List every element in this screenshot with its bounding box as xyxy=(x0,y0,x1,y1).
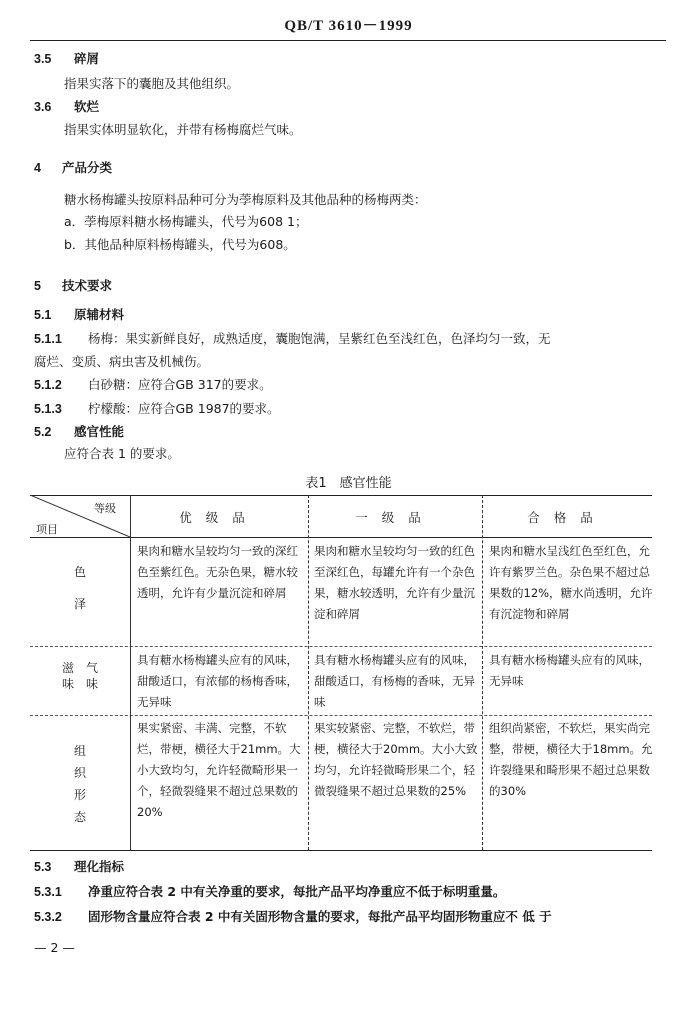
grade-axis-label: 等级 xyxy=(94,502,116,515)
table-bottom-rule xyxy=(30,850,652,851)
table-cell: 果肉和糖水呈较均匀一致的红色至深红色，每罐允许有一个杂色果，糖水较透明，允许有少量沉淀和碎屑 xyxy=(314,544,475,621)
section-title: 技术要求 xyxy=(62,278,113,293)
section-5-1-1-line2: 腐烂、变质、病虫害及机械伤。 xyxy=(34,354,210,369)
table-col-divider xyxy=(482,495,483,850)
section-text: 净重应符合表 2 中有关净重的要求，每批产品平均净重应不低于标明重量。 xyxy=(88,884,506,899)
section-text: 白砂糖：应符合GB 317的要求。 xyxy=(88,377,272,392)
section-text: 柠檬酸：应符合GB 1987的要求。 xyxy=(88,401,280,416)
section-title: 碎屑 xyxy=(74,51,100,66)
section-title: 软烂 xyxy=(74,99,100,114)
section-number: 5.2 xyxy=(34,425,52,439)
table-cell: 果实较紧密、完整，不软烂，带梗，横径大于20mm。大小大致均匀，允许轻微畸形果二个，轻微裂缝果不超过总果数的25% xyxy=(314,721,478,798)
section-number: 4 xyxy=(34,161,41,175)
section-number: 5.1 xyxy=(34,308,52,322)
section-5-heading xyxy=(34,278,112,294)
section-3-6-text: 指果实体明显软化，并带有杨梅腐烂气味。 xyxy=(64,122,302,137)
section-3-6-heading xyxy=(34,99,99,115)
section-number: 5.3.1 xyxy=(34,885,62,899)
section-3-5-heading xyxy=(34,51,99,67)
table-header-premium: 优级品 xyxy=(179,510,259,525)
section-number: 5.1.1 xyxy=(34,332,62,346)
section-number: 3.5 xyxy=(34,52,52,66)
section-number: 5.3.2 xyxy=(34,910,62,924)
table-header-rule xyxy=(30,537,652,538)
table-header-first-grade: 一级品 xyxy=(355,510,435,525)
section-3-5-text: 指果实落下的囊胞及其他组织。 xyxy=(64,76,240,91)
table-cell: 具有糖水杨梅罐头应有的风味，甜酸适口，有杨梅的香味，无异味 xyxy=(314,653,475,709)
section-5-1-3 xyxy=(34,401,280,417)
table-row-divider xyxy=(30,646,652,647)
page-number: — 2 — xyxy=(34,940,75,955)
item-axis-label: 项目 xyxy=(36,523,58,536)
table-col-divider xyxy=(308,495,309,850)
section-title: 原辅材料 xyxy=(74,307,125,322)
section-number: 5.3 xyxy=(34,860,52,874)
section-title: 感官性能 xyxy=(74,424,125,439)
section-5-1-heading xyxy=(34,307,124,323)
table-header-qualified: 合格品 xyxy=(527,510,607,525)
section-text: 固形物含量应符合表 2 中有关固形物含量的要求，每批产品平均固形物重应不 低 于 xyxy=(88,909,552,924)
section-number: 5 xyxy=(34,279,41,293)
table-cell: 果肉和糖水呈浅红色至红色，允许有紫罗兰色。杂色果不超过总果数的12%，糖水尚透明，允许有沉淀物和碎屑 xyxy=(489,544,653,621)
table-cell: 具有糖水杨梅罐头应有的风味，无异味 xyxy=(489,653,650,688)
section-5-2-text: 应符合表 1 的要求。 xyxy=(64,446,180,461)
section-5-1-1-line1 xyxy=(34,331,551,347)
section-title: 产品分类 xyxy=(62,160,113,175)
section-number: 3.6 xyxy=(34,100,52,114)
table-cell: 组织尚紧密，不软烂，果实尚完整，带梗，横径大于18mm。允许裂缝果和畸形果不超过总果数的30% xyxy=(489,721,653,798)
table-row-label-flavor: 滋 气 味 味 xyxy=(61,661,98,691)
section-5-2-heading xyxy=(34,424,124,440)
section-title: 理化指标 xyxy=(74,859,125,874)
table-row-divider xyxy=(30,715,652,716)
section-number: 5.1.2 xyxy=(34,378,62,392)
table-col-divider xyxy=(130,495,131,850)
header-rule xyxy=(30,40,666,41)
section-5-3-2 xyxy=(34,909,552,925)
table-row-label-color: 色 泽 xyxy=(73,565,86,611)
table-cell: 具有糖水杨梅罐头应有的风味，甜酸适口，有浓郁的杨梅香味，无异味 xyxy=(137,653,298,709)
section-5-3-heading xyxy=(34,859,124,875)
section-4-intro: 糖水杨梅罐头按原料品种可分为荸梅原料及其他品种的杨梅两类： xyxy=(64,192,427,207)
table-cell: 果肉和糖水呈较均匀一致的深红色至紫红色。无杂色果，糖水较透明，允许有少量沉淀和碎屑 xyxy=(137,544,298,600)
section-number: 5.1.3 xyxy=(34,402,62,416)
table-cell: 果实紧密、丰满、完整，不软烂，带梗，横径大于21mm。大小大致均匀，允许轻微畸形果一个，轻微裂缝果不超过总果数的20% xyxy=(137,721,301,819)
section-4-heading xyxy=(34,160,112,176)
section-5-3-1 xyxy=(34,884,505,900)
section-4-item-a: a．荸梅原料糖水杨梅罐头，代号为608 1； xyxy=(64,214,308,229)
table-row-label-texture: 组 织 形 态 xyxy=(73,744,86,824)
table-caption: 表1 感官性能 xyxy=(305,476,392,491)
page-header-code: QB/T 3610－1999 xyxy=(284,18,413,34)
section-text: 杨梅：果实新鲜良好，成熟适度，囊胞饱满，呈紫红色至浅红色，色泽均匀一致，无 xyxy=(88,331,551,346)
section-5-1-2 xyxy=(34,377,272,393)
section-4-item-b: b．其他品种原料杨梅罐头，代号为608。 xyxy=(64,237,296,252)
